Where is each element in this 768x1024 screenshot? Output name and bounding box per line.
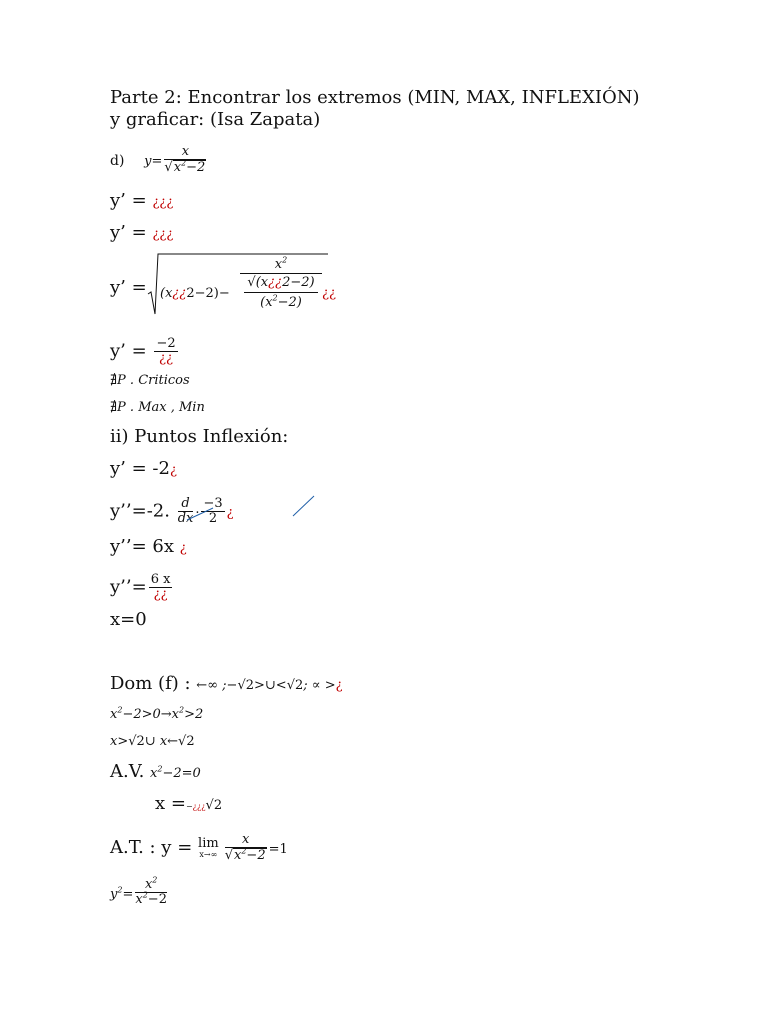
limit-operator [198, 837, 219, 859]
vertical-asymptote-solution [155, 793, 222, 818]
derivative-line-4 [110, 337, 180, 366]
inequality-line-1 [110, 704, 203, 726]
av-a: x [150, 766, 158, 781]
multiply-dot: · [195, 505, 200, 521]
domain-placeholder: ¿ [335, 678, 343, 693]
dom-d: √2 [286, 678, 304, 693]
y-squared-fraction [135, 875, 167, 907]
second-derivative-lhs: y’’=-2. [110, 500, 170, 522]
dx-denominator: dx [177, 511, 194, 526]
ineq2-a: x> [110, 734, 129, 749]
fraction-numerator: x [225, 833, 267, 848]
x-equals-zero: x=0 [110, 609, 147, 630]
derivative-fraction [154, 337, 177, 366]
exp-numerator: −3 [203, 496, 223, 511]
inflexion-placeholder: ¿ [226, 505, 234, 521]
y2-den-exp: 2 [142, 890, 148, 900]
limit-fraction [225, 833, 267, 863]
radical-left-part [160, 286, 230, 301]
top-num: x [274, 257, 283, 272]
function-lhs: y= [144, 154, 163, 169]
fraction-denominator: $√x^2-2$ [224, 846, 266, 863]
den-rest: −2 [186, 160, 206, 175]
inner-den-a: (x [260, 295, 273, 310]
y2-lhs-exp: 2 [117, 885, 123, 895]
radical-top-numerator [242, 255, 320, 272]
ineq1-c: >2 [184, 707, 204, 722]
av-x-root: √2 [205, 798, 223, 813]
second-derivative-lhs: y’’= [110, 576, 147, 598]
big-radical-expression [146, 252, 336, 316]
left-part-red: ¿¿ [172, 286, 187, 301]
no-max-min: ∄P . Max , Min [110, 400, 205, 415]
av-label: A.V. [110, 761, 145, 782]
y2-eq: = [122, 886, 134, 902]
y2-den-b: −2 [147, 892, 167, 907]
lim-sub: x→∞ [199, 850, 218, 859]
ineq2-b: √2 [128, 734, 145, 749]
d-numerator: d [178, 497, 194, 512]
ineq1-exp2: 2 [179, 705, 185, 715]
second-derivative-fraction [149, 573, 173, 602]
inner-den-exp: 2 [272, 293, 278, 303]
dom-b: √2 [237, 678, 254, 693]
den-x: x [173, 160, 182, 175]
exp-denominator: 2 [208, 511, 218, 526]
domain-label: Dom (f) : [110, 673, 191, 694]
function-definition [110, 145, 208, 175]
dom-a: ←∞ ;− [196, 678, 238, 693]
derivative-lhs: y’ = [110, 340, 147, 362]
derivative-line-3 [110, 277, 147, 299]
heading-line-1: Parte 2: Encontrar los extremos (MIN, MAX, INFLEXIÓN) [110, 87, 640, 108]
inflexion-expr: y’’= 6x [110, 536, 175, 557]
inner-numerator [242, 276, 320, 290]
av-x-placeholder: ¿¿¿ [192, 802, 206, 811]
inflexion-placeholder: ¿ [169, 463, 177, 478]
y2-num: x [144, 877, 153, 892]
y-squared-equation [110, 875, 169, 907]
domain-line [110, 673, 343, 697]
inflexion-line-1 [110, 458, 177, 482]
inner-num-red: ¿¿ [268, 275, 283, 290]
fraction-denominator: ¿¿ [159, 351, 173, 366]
left-part-rest: 2−2)− [186, 286, 230, 301]
inflexion-placeholder: ¿ [179, 541, 187, 556]
ineq1-a: x [110, 707, 118, 722]
inflexion-expr: y’ = -2 [110, 458, 170, 479]
av-exp: 2 [157, 764, 163, 774]
inflexion-line-4 [110, 573, 174, 602]
derivative-lhs: y’ = [110, 222, 147, 243]
pen-stroke-small [187, 505, 213, 521]
lim-text: lim [198, 836, 219, 851]
top-exp: 2 [282, 255, 288, 265]
derivative-lhs: y’ = [110, 277, 147, 298]
at-den-rest: −2 [246, 848, 266, 863]
den-exp: 2 [181, 158, 187, 168]
fraction-numerator: 6 x [150, 572, 171, 587]
fraction-numerator: x [164, 145, 206, 160]
dom-c: >∪< [254, 678, 287, 693]
y2-lhs: y [110, 886, 118, 902]
fraction-denominator: ¿¿ [153, 587, 168, 602]
radical-tail-placeholder: ¿¿ [322, 286, 336, 301]
derivative-line-2 [110, 222, 173, 246]
item-label: d) [110, 153, 125, 169]
pen-stroke-slash [293, 496, 314, 516]
no-critical-points: ∄P . Criticos [110, 373, 190, 388]
inner-num-b: 2−2) [282, 275, 315, 290]
av-x-lhs: x = [155, 793, 186, 814]
inflexion-line-3 [110, 536, 187, 560]
at-den-exp: 2 [241, 846, 247, 856]
vertical-asymptote-line [110, 761, 201, 785]
limit-result: =1 [268, 842, 288, 857]
at-label: A.T. : y = [110, 837, 193, 858]
ineq2-c: ∪ x← [144, 734, 179, 749]
inner-den-b: −2) [277, 295, 302, 310]
inner-fraction-bar [244, 292, 318, 293]
inflexion-title: ii) Puntos Inflexión: [110, 426, 289, 447]
y2-den-a: x [135, 892, 143, 907]
function-fraction [164, 145, 206, 175]
derivative-lhs: y’ = [110, 190, 147, 211]
fraction-denominator: $√x^2-2$ [164, 158, 206, 175]
pen-annotation-strokes [183, 494, 333, 524]
at-den-x: x [233, 848, 242, 863]
av-b: −2=0 [162, 766, 201, 781]
ineq2-d: √2 [178, 734, 195, 749]
horizontal-asymptote-line [110, 833, 288, 863]
av-x-sign: − [185, 802, 193, 811]
derivative-line-1 [110, 190, 173, 214]
ineq1-b: −2>0→x [122, 707, 179, 722]
dom-e: ; ∝ > [303, 678, 336, 693]
inner-num-a: √(x [247, 275, 269, 290]
derivative-placeholder: ¿¿¿ [152, 227, 174, 242]
y2-num-exp: 2 [152, 875, 158, 885]
derivative-placeholder: ¿¿¿ [152, 195, 174, 210]
left-part-a: (x [160, 286, 173, 301]
radical-main-fraction-bar [240, 273, 322, 274]
inequality-line-2 [110, 731, 195, 753]
fraction-numerator: −2 [156, 336, 176, 351]
heading-line-2: y graficar: (Isa Zapata) [110, 109, 321, 130]
inner-denominator [242, 293, 320, 310]
ineq1-exp: 2 [117, 705, 123, 715]
